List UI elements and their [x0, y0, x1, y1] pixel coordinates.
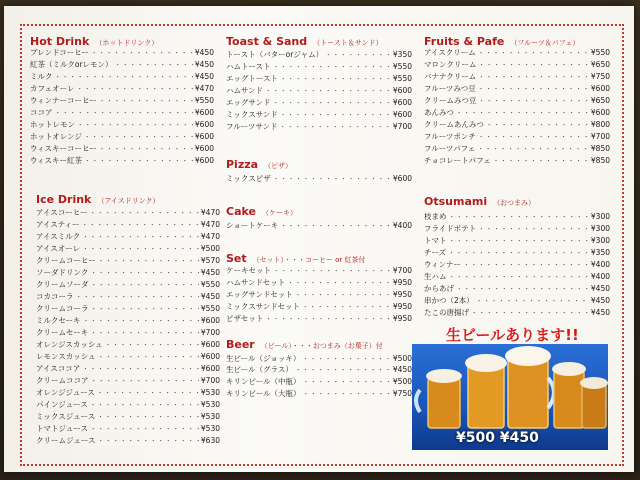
menu-item-name: ホットオレンジ: [30, 132, 82, 142]
menu-item-price: ¥500: [200, 243, 220, 253]
leader-dots: [91, 304, 199, 313]
menu-item: [226, 376, 412, 388]
menu-item-name: 串かつ（2本）: [424, 296, 474, 306]
menu-item-name: アイスココア: [36, 363, 81, 373]
menu-item-price: ¥600: [200, 339, 220, 349]
section-subtitle: （ビール）・・・おつまみ（お菓子）付: [260, 342, 383, 350]
menu-item: [36, 326, 220, 338]
menu-item: [36, 206, 220, 218]
menu-item-price: ¥570: [200, 255, 220, 265]
menu-item-name: 生ハム: [424, 272, 447, 281]
menu-item-name: キリンビール（中瓶）: [226, 377, 301, 387]
menu-item: [226, 301, 412, 313]
menu-item: [30, 107, 214, 119]
menu-item-price: ¥550: [200, 279, 220, 289]
menu-item-price: ¥950: [392, 277, 412, 287]
menu-item-name: クリームソーダ: [36, 279, 89, 289]
menu-item-name: クリームコーヒー: [36, 255, 96, 265]
menu-item-name: クリームみつ豆: [424, 95, 477, 105]
menu-item-name: ハムサンドセット: [226, 277, 286, 287]
menu-item: [226, 172, 412, 184]
beer-photo-prices: ¥500 ¥450: [456, 430, 539, 446]
menu-item: [424, 210, 610, 222]
menu-item: [226, 48, 412, 60]
section-subtitle: （トースト＆サンド）: [313, 39, 383, 47]
menu-item-name: トマト: [424, 235, 447, 245]
menu-item: [226, 352, 412, 364]
menu-item-name: からあげ: [424, 284, 454, 294]
menu-item-price: ¥450: [194, 59, 214, 69]
menu-item-price: ¥600: [392, 97, 412, 107]
menu-item: [424, 82, 610, 94]
leader-dots: [90, 328, 199, 337]
leader-dots: [302, 302, 391, 311]
leader-dots: [265, 86, 391, 95]
menu-item-name: クリームジュース: [36, 435, 96, 445]
menu-item: [36, 386, 220, 398]
leader-dots: [54, 72, 193, 81]
menu-item: [424, 307, 610, 319]
menu-item: [36, 290, 220, 302]
menu-item-name: ブレンドコーヒー: [30, 47, 89, 57]
leader-dots: [295, 290, 391, 299]
leader-dots: [105, 340, 199, 349]
menu-item-name: クリームココア: [36, 375, 89, 385]
menu-item: [424, 130, 610, 142]
menu-item: [36, 230, 220, 242]
menu-item: [424, 258, 610, 270]
leader-dots: [477, 144, 589, 153]
menu-item-name: アイスティー: [36, 219, 80, 229]
menu-item-price: ¥470: [200, 231, 220, 241]
menu-item-name: パインジュース: [36, 399, 88, 409]
menu-item: [424, 118, 610, 130]
section-title: Set: [226, 252, 247, 265]
menu-item-price: ¥700: [392, 122, 412, 132]
menu-item-name: エッグサンドセット: [226, 289, 293, 299]
menu-item-price: ¥550: [392, 61, 412, 71]
menu-item-price: ¥470: [200, 219, 220, 229]
menu-item-price: ¥850: [590, 155, 610, 165]
menu-item-name: フルーツサンド: [226, 122, 278, 132]
otsumami-heading: [424, 190, 535, 209]
menu-item: [424, 154, 610, 166]
menu-item: [226, 96, 412, 108]
menu-item-name: エッグトースト: [226, 73, 278, 83]
menu-item-name: レモンスカッシュ: [36, 351, 96, 361]
leader-dots: [115, 60, 193, 69]
menu-item-price: ¥350: [590, 247, 610, 257]
section-title: Cake: [226, 205, 256, 218]
leader-dots: [98, 256, 199, 265]
menu-item-name: ソーダドリンク: [36, 267, 89, 277]
leader-dots: [280, 122, 391, 131]
menu-item-name: ウィスキー紅茶: [30, 156, 83, 166]
menu-item-name: トースト（バターorジャム）: [226, 49, 324, 59]
leader-dots: [302, 354, 391, 363]
menu-item: [36, 242, 220, 254]
menu-item: [424, 283, 610, 295]
leader-dots: [84, 132, 193, 141]
menu-item-name: アイスクリーム: [424, 47, 476, 57]
menu-item: [424, 222, 610, 234]
menu-item-name: ケーキセット: [226, 265, 271, 275]
menu-item-name: ミックスサンド: [226, 110, 278, 119]
menu-item-price: ¥450: [194, 71, 214, 81]
menu-item-price: ¥300: [590, 211, 610, 221]
menu-item: [36, 398, 220, 410]
menu-item-name: フルーツみつ豆: [424, 83, 476, 93]
menu-item-price: ¥500: [392, 353, 412, 363]
section-title: Beer: [226, 338, 255, 351]
menu-item-name: ミックスサンドセット: [226, 302, 301, 312]
menu-item-name: アイスミルク: [36, 231, 81, 241]
menu-item-name: ミックスピザ: [226, 173, 271, 183]
leader-dots: [272, 98, 390, 107]
menu-item: [30, 82, 214, 94]
menu-item: [36, 218, 220, 230]
menu-item-price: ¥650: [590, 59, 610, 69]
menu-item-name: ミルクセーキ: [36, 315, 81, 325]
menu-item: [36, 338, 220, 350]
menu-item: [36, 350, 220, 362]
menu-item: [226, 364, 412, 376]
menu-item-name: たこの唐揚げ: [424, 308, 469, 318]
menu-item-price: ¥800: [590, 119, 610, 129]
leader-dots: [303, 389, 391, 398]
menu-item-name: フルーツパフェ: [424, 143, 476, 153]
menu-item-price: ¥950: [392, 314, 412, 324]
menu-item-name: 生ビール（グラス）: [226, 365, 293, 375]
menu-item-price: ¥450: [590, 296, 610, 306]
leader-dots: [97, 388, 199, 397]
leader-dots: [82, 220, 199, 229]
leader-dots: [84, 156, 193, 165]
menu-item: [226, 313, 412, 325]
menu-item: [30, 143, 214, 155]
menu-item-price: ¥600: [590, 107, 610, 117]
menu-item: [424, 70, 610, 82]
menu-item: [36, 422, 220, 434]
menu-item-price: ¥750: [590, 71, 610, 81]
menu-item-price: ¥600: [200, 351, 220, 361]
menu-item: [36, 302, 220, 314]
menu-item-price: ¥470: [200, 207, 220, 217]
menu-item-price: ¥950: [392, 289, 412, 299]
menu-item-price: ¥550: [194, 95, 214, 105]
menu-item-name: ココア: [30, 108, 53, 117]
menu-item-name: カフェオーレ: [30, 83, 75, 93]
toast-sand-heading: [226, 30, 382, 49]
cake-heading: [226, 200, 297, 219]
menu-item-price: ¥550: [590, 47, 610, 57]
menu-item: [226, 72, 412, 84]
menu-item-name: ハムトースト: [226, 61, 271, 71]
menu-item: [36, 266, 220, 278]
leader-dots: [280, 74, 391, 83]
menu-item-price: ¥600: [200, 363, 220, 373]
menu-item-price: ¥600: [194, 132, 214, 142]
menu-item-name: ウィンナー: [424, 259, 462, 269]
menu-item-price: ¥600: [590, 83, 610, 93]
menu-item-name: ショートケーキ: [226, 220, 279, 230]
menu-item: [424, 58, 610, 70]
menu-item: [424, 271, 610, 283]
leader-dots: [99, 96, 193, 105]
leader-dots: [476, 296, 589, 305]
menu-item: [226, 288, 412, 300]
leader-dots: [99, 144, 193, 153]
menu-item: [424, 106, 610, 118]
leader-dots: [97, 412, 199, 421]
menu-item-name: ウィンナーコーヒー: [30, 95, 97, 105]
leader-dots: [478, 132, 589, 141]
menu-item-name: ハムサンド: [226, 85, 263, 95]
menu-item: [226, 121, 412, 133]
section-title: Hot Drink: [30, 35, 90, 48]
leader-dots: [90, 400, 199, 409]
menu-item-name: コカコーラ: [36, 291, 74, 301]
leader-dots: [273, 62, 391, 71]
menu-item-name: フルーツポンチ: [424, 131, 476, 141]
menu-item-price: ¥500: [392, 377, 412, 387]
beer-photo: [412, 344, 608, 450]
leader-dots: [83, 316, 199, 325]
leader-dots: [91, 376, 199, 385]
menu-item-name: オレンジスカッシュ: [36, 339, 103, 349]
menu-item-price: ¥600: [392, 110, 412, 119]
menu-item-price: ¥700: [200, 327, 220, 337]
leader-dots: [82, 364, 199, 373]
menu-item-name: 紅茶（ミルクorレモン）: [30, 59, 113, 69]
leader-dots: [265, 314, 391, 323]
menu-item-price: ¥650: [590, 95, 610, 105]
menu-item-price: ¥530: [200, 399, 220, 409]
leader-dots: [97, 436, 198, 445]
menu-item: [226, 219, 412, 231]
section-subtitle: （ピザ）: [264, 162, 293, 170]
ice-drink-heading: [36, 188, 160, 207]
menu-item: [36, 254, 220, 266]
leader-dots: [449, 212, 589, 221]
leader-dots: [478, 96, 589, 105]
menu-item-name: クリームあんみつ: [424, 119, 484, 129]
section-title: Toast & Sand: [226, 35, 308, 48]
menu-item-price: ¥600: [194, 144, 214, 154]
menu-item: [36, 434, 220, 446]
menu-item: [36, 278, 220, 290]
menu-item-price: ¥530: [200, 387, 220, 397]
menu-item-price: ¥550: [392, 73, 412, 83]
menu-item-price: ¥600: [194, 156, 214, 166]
section-subtitle: （アイスドリンク）: [97, 197, 160, 205]
menu-item: [30, 94, 214, 106]
leader-dots: [493, 156, 589, 165]
menu-item: [36, 374, 220, 386]
leader-dots: [478, 224, 589, 233]
leader-dots: [478, 84, 589, 93]
menu-item: [424, 142, 610, 154]
leader-dots: [55, 108, 193, 117]
menu-item-name: バナナクリーム: [424, 71, 477, 81]
menu-item: [30, 131, 214, 143]
menu-item-price: ¥300: [590, 223, 610, 233]
menu-item-name: チーズ: [424, 247, 447, 257]
menu-item-name: ミルク: [30, 71, 53, 81]
leader-dots: [478, 72, 589, 81]
menu-item-price: ¥400: [590, 259, 610, 269]
menu-item-price: ¥700: [392, 265, 412, 275]
menu-item-name: エッグサンド: [226, 97, 271, 107]
menu-item-name: マロンクリーム: [424, 59, 477, 69]
leader-dots: [478, 60, 589, 69]
menu-item-price: ¥630: [200, 435, 220, 445]
menu-item-name: あんみつ: [424, 107, 454, 117]
section-title: Fruits & Pafe: [424, 35, 505, 48]
leader-dots: [273, 266, 391, 275]
section-title: Otsumami: [424, 195, 488, 208]
menu-item-price: ¥600: [194, 108, 214, 117]
leader-dots: [448, 248, 589, 257]
menu-item-price: ¥400: [392, 220, 412, 230]
menu-item-price: ¥450: [200, 267, 220, 277]
menu-item-price: ¥450: [590, 308, 610, 318]
menu-item: [424, 46, 610, 58]
leader-dots: [82, 232, 199, 241]
menu-item-price: ¥300: [590, 235, 610, 245]
menu-item-price: ¥450: [194, 47, 214, 57]
menu-item: [226, 84, 412, 96]
menu-item-price: ¥350: [392, 49, 412, 59]
menu-item-price: ¥850: [590, 143, 610, 153]
menu-item: [424, 94, 610, 106]
menu-item-price: ¥530: [200, 423, 220, 433]
pizza-heading: [226, 153, 292, 172]
menu-item-price: ¥470: [194, 83, 214, 93]
menu-item-name: アイスオーレ: [36, 243, 81, 253]
leader-dots: [82, 244, 199, 253]
menu-item-name: ピザセット: [226, 314, 264, 324]
leader-dots: [98, 352, 199, 361]
leader-dots: [280, 221, 391, 230]
menu-item-name: キリンビール（大瓶）: [226, 388, 301, 398]
menu-item-name: チョコレートパフェ: [424, 155, 491, 165]
beer-heading: [226, 333, 383, 352]
leader-dots: [303, 377, 391, 386]
section-subtitle: （ホットドリンク）: [95, 39, 159, 47]
section-subtitle: （ケーキ）: [261, 209, 297, 217]
menu-item: [30, 58, 214, 70]
draft-beer-banner: 生ビールあります!!: [446, 326, 579, 344]
leader-dots: [287, 278, 391, 287]
menu-item-name: フライドポテト: [424, 223, 477, 233]
menu-item: [30, 70, 214, 82]
leader-dots: [456, 284, 589, 293]
menu-item: [424, 295, 610, 307]
menu-item-price: ¥700: [200, 375, 220, 385]
menu-item-name: オレンジジュース: [36, 387, 95, 397]
menu-item-price: ¥450: [392, 365, 412, 375]
menu-item-name: ウィスキーコーヒー: [30, 144, 97, 154]
menu-item: [226, 276, 412, 288]
menu-item: [424, 246, 610, 258]
menu-item-price: ¥600: [194, 120, 214, 130]
menu-item-name: 枝まめ: [424, 211, 447, 221]
leader-dots: [280, 110, 391, 119]
menu-item-price: ¥700: [590, 131, 610, 141]
leader-dots: [90, 268, 199, 277]
leader-dots: [449, 236, 589, 245]
leader-dots: [76, 84, 192, 93]
leader-dots: [325, 50, 391, 59]
menu-item-name: トマトジュース: [36, 423, 88, 433]
menu-item: [226, 264, 412, 276]
menu-item: [36, 410, 220, 422]
section-title: Ice Drink: [36, 193, 92, 206]
leader-dots: [478, 48, 589, 57]
menu-item-price: ¥530: [200, 411, 220, 421]
menu-item-price: ¥750: [392, 388, 412, 398]
leader-dots: [463, 260, 589, 269]
leader-dots: [449, 272, 589, 281]
menu-item-price: ¥950: [392, 302, 412, 312]
leader-dots: [77, 120, 193, 129]
section-subtitle: （セット）・・・コーヒー or 紅茶付: [252, 256, 366, 264]
menu-item-name: アイスコーヒー: [36, 207, 88, 217]
menu-item-price: ¥400: [590, 272, 610, 281]
menu-item-price: ¥600: [392, 85, 412, 95]
leader-dots: [89, 208, 198, 217]
menu-item-price: ¥450: [590, 284, 610, 294]
leader-dots: [90, 424, 199, 433]
menu-item-name: クリームセーキ: [36, 327, 89, 337]
menu-item: [424, 234, 610, 246]
menu-item: [226, 60, 412, 72]
menu-item-name: ホットレモン: [30, 120, 75, 130]
leader-dots: [456, 108, 589, 117]
leader-dots: [273, 174, 391, 183]
menu-item: [36, 314, 220, 326]
menu-item: [30, 155, 214, 167]
leader-dots: [486, 120, 589, 129]
menu-item-name: 生ビール（ジョッキ）: [226, 353, 301, 363]
menu-item: [226, 387, 412, 399]
menu-item-price: ¥600: [200, 315, 220, 325]
menu-item-name: クリームコーラ: [36, 303, 89, 313]
section-subtitle: （フルーツ＆パフェ）: [510, 39, 580, 47]
leader-dots: [295, 365, 391, 374]
leader-dots: [471, 308, 589, 317]
menu-item-name: ミックスジュース: [36, 411, 96, 421]
leader-dots: [76, 292, 199, 301]
menu-item: [30, 46, 214, 58]
section-subtitle: （おつまみ）: [493, 199, 536, 207]
leader-dots: [91, 48, 193, 57]
menu-item: [36, 362, 220, 374]
menu-item-price: ¥600: [392, 173, 412, 183]
section-title: Pizza: [226, 158, 259, 171]
menu-item: [30, 119, 214, 131]
leader-dots: [91, 280, 199, 289]
menu-item: [226, 109, 412, 121]
menu-item-price: ¥450: [200, 291, 220, 301]
menu-item-price: ¥550: [200, 303, 220, 313]
